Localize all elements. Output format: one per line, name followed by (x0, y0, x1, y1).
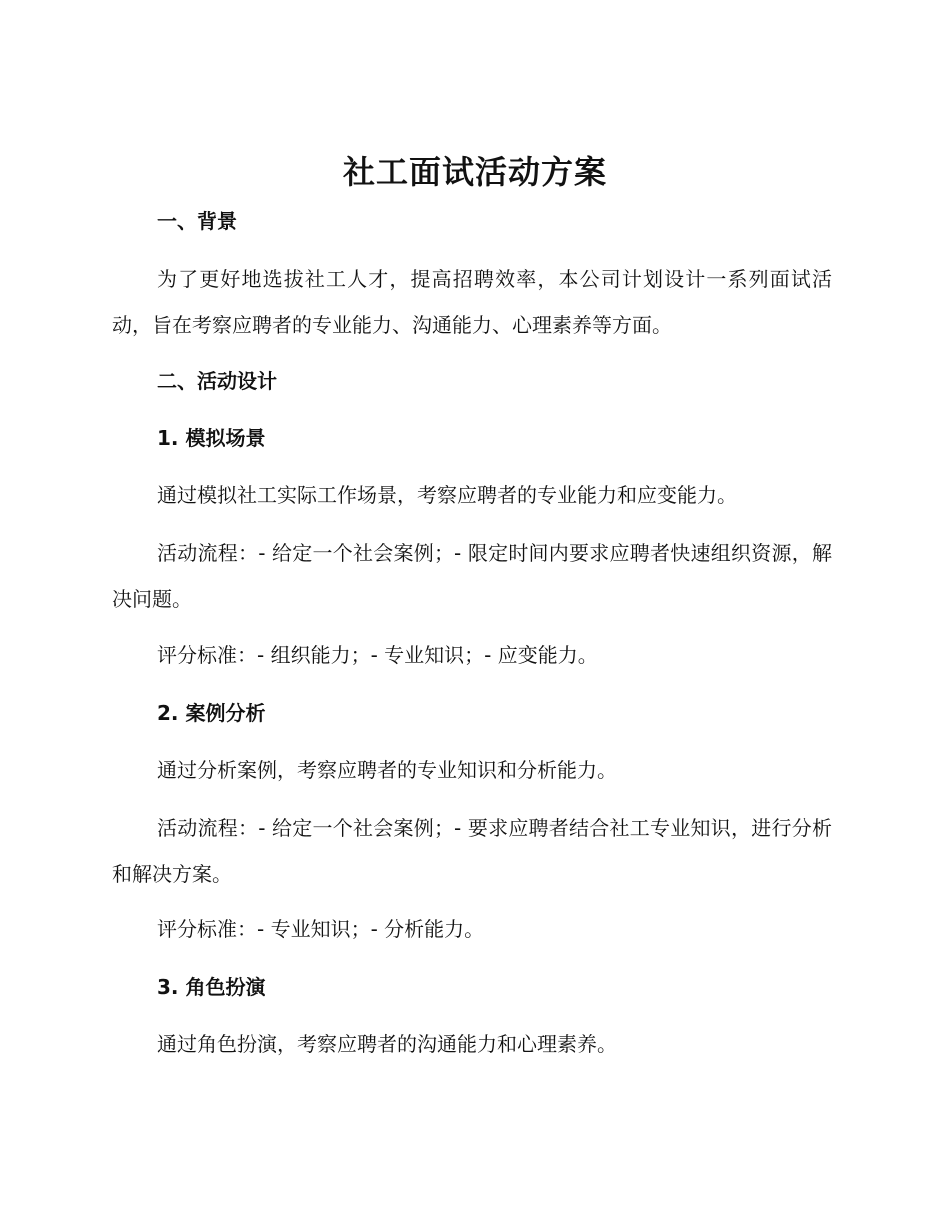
item3-intro-paragraph: 通过角色扮演，考察应聘者的沟通能力和心理素养。 (157, 1032, 617, 1056)
item-heading-case-analysis: 2. 案例分析 (157, 701, 266, 725)
item1-criteria-paragraph: 评分标准：- 组织能力；- 专业知识；- 应变能力。 (157, 643, 598, 667)
item2-criteria-paragraph: 评分标准：- 专业知识；- 分析能力。 (157, 917, 485, 941)
document-title: 社工面试活动方案 (342, 153, 607, 191)
section-heading-background: 一、背景 (157, 209, 237, 233)
section-heading-activity-design: 二、活动设计 (157, 369, 277, 393)
item1-intro-paragraph: 通过模拟社工实际工作场景，考察应聘者的专业能力和应变能力。 (157, 483, 737, 507)
item2-intro-paragraph: 通过分析案例，考察应聘者的专业知识和分析能力。 (157, 758, 617, 782)
item2-process-paragraph: 活动流程：- 给定一个社会案例；- 要求应聘者结合社工专业知识，进行分析和解决方案。 (112, 816, 832, 886)
background-paragraph: 为了更好地选拔社工人才，提高招聘效率，本公司计划设计一系列面试活动，旨在考察应聘者的专业能力、沟通能力、心理素养等方面。 (112, 267, 832, 337)
item-heading-role-play: 3. 角色扮演 (157, 975, 266, 999)
item-heading-simulation: 1. 模拟场景 (157, 426, 266, 450)
item1-process-paragraph: 活动流程：- 给定一个社会案例；- 限定时间内要求应聘者快速组织资源，解决问题。 (112, 541, 832, 611)
